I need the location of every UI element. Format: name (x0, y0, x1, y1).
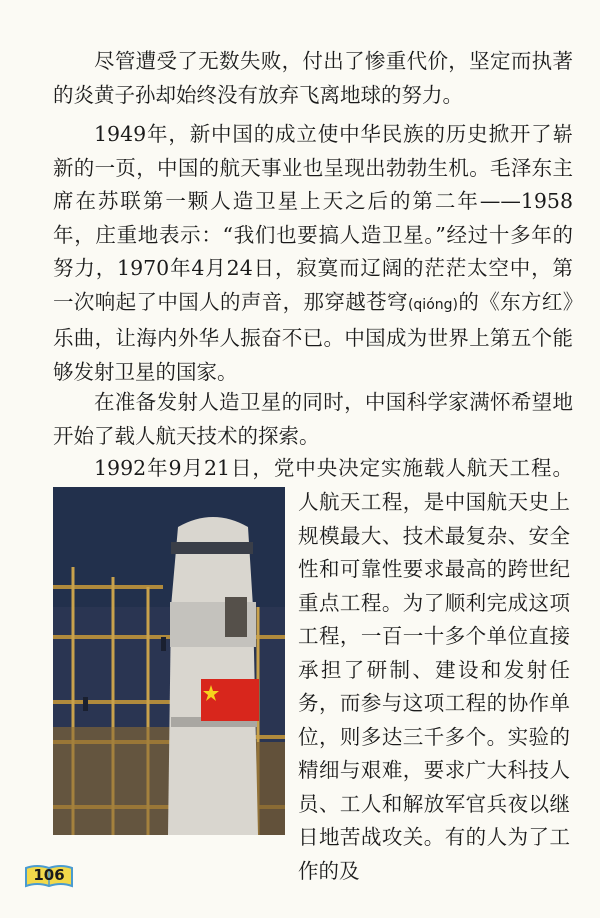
pinyin-annotation: (qióng) (407, 296, 458, 313)
page-number: 106 (33, 866, 65, 884)
paragraph-1 (53, 45, 573, 112)
rocket-photo-illustration (53, 487, 285, 835)
rocket-assembly-photo (53, 487, 285, 835)
paragraph-3 (53, 386, 573, 453)
paragraph-3-text: 在准备发射人造卫星的同时，中国科学家满怀希望地开始了载人航天技术的探索。 (53, 390, 573, 448)
paragraph-4-wrapped (298, 486, 570, 888)
paragraph-4-wrapped-text: 人航天工程，是中国航天史上规模最大、技术最复杂、安全性和可靠性要求最高的跨世纪重点工程。为了顺利完成这项工程，一百一十多个单位直接承担了研制、建设和发射任务，而参与这项工程的协作单位，则多达三千多个。实验的精细与艰难，要求广大科技人员、工人和解放军官兵夜以继日地苦战攻关。有的人为了工作的及 (298, 490, 570, 883)
paragraph-4-intro-text: 1992年9月21日，党中央决定实施载人航天工程。 (94, 456, 573, 480)
paragraph-2 (53, 118, 573, 389)
paragraph-2-text-a: 1949年，新中国的成立使中华民族的历史掀开了崭新的一页，中国的航天事业也呈现出勃勃生机。毛泽东主席在苏联第一颗人造卫星上天之后的第二年——1958年，庄重地表示：“我们也要搞人造卫星。”经过十多年的努力，1970年4月24日，寂寞而辽阔的茫茫太空中，第一次响起了中国人的声音，那穿越苍穹 (53, 122, 573, 314)
paragraph-1-text: 尽管遭受了无数失败，付出了惨重代价，坚定而执著的炎黄子孙却始终没有放弃飞离地球的努力。 (53, 49, 573, 107)
page-number-badge (22, 862, 76, 890)
paragraph-2-text-b: 的《东方红》乐曲，让海内外华人振奋不已。中国成为世界上第五个能够发射卫星的国家。 (53, 289, 574, 384)
